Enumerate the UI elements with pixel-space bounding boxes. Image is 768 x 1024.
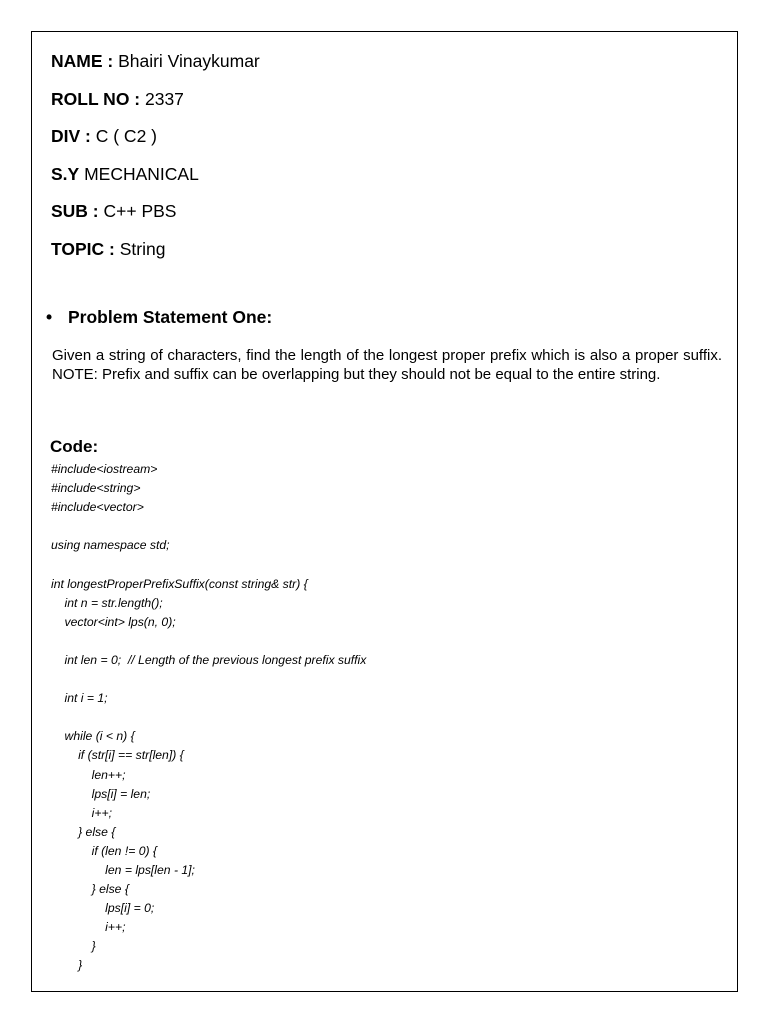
code-line [51,670,366,689]
code-line: lps[i] = len; [51,786,151,801]
code-line: int i = 1; [51,691,108,706]
info-value: Bhairi Vinaykumar [113,51,260,71]
info-value: C++ PBS [98,201,177,222]
code-line [51,632,366,651]
info-value: C ( C2 ) [90,126,157,147]
code-line: #include<iostream> [51,462,158,476]
code-line: if (len != 0) { [51,843,158,858]
problem-title: Problem Statement One: [68,307,273,327]
info-roll-no [51,86,260,124]
code-heading: Code: [50,437,99,456]
bullet-icon: • [46,307,53,327]
code-block [51,460,366,976]
info-year [51,161,260,199]
info-value: String [114,238,166,259]
info-value: 2337 [140,88,184,109]
code-line [51,708,366,727]
info-label: ROLL NO : [51,88,141,109]
code-line [51,517,366,536]
code-line: lps[i] = 0; [51,901,155,916]
code-line: len++; [51,767,126,782]
info-label: SUB : [51,201,99,222]
code-line [51,555,366,574]
info-name [51,48,260,86]
info-label: S.Y [51,163,80,184]
code-line: } else { [51,824,116,839]
code-line: int len = 0; // Length of the previous longest prefix suffix [51,652,367,667]
code-line: if (str[i] == str[len]) { [51,748,184,763]
code-line: i++; [51,805,112,820]
code-line: } [51,939,96,954]
code-line: i++; [51,920,126,935]
code-line: #include<string> [51,481,141,496]
code-line: while (i < n) { [51,729,135,744]
problem-heading [46,304,272,330]
code-line: vector<int> lps(n, 0); [51,614,176,629]
code-line: } else { [51,882,129,897]
info-label: DIV : [51,126,91,147]
code-line: using namespace std; [51,538,170,553]
info-subject [51,198,260,236]
code-line: } [51,958,83,973]
info-label: TOPIC : [51,238,115,259]
info-div [51,123,260,161]
code-line: int n = str.length(); [51,595,163,610]
info-value: MECHANICAL [79,163,199,184]
info-label: NAME : [51,51,114,71]
code-line: int longestProperPrefixSuffix(const string& str) { [51,576,308,591]
code-line: #include<vector> [51,500,144,515]
problem-statement: Given a string of characters, find the length of the longest proper prefix which is also a proper suffix. NOTE: Prefix and suffix can be overlapping but they should not be equal to the entire string. [52,347,722,383]
code-line: len = lps[len - 1]; [51,862,195,877]
info-topic [51,236,260,274]
student-info [51,48,260,274]
